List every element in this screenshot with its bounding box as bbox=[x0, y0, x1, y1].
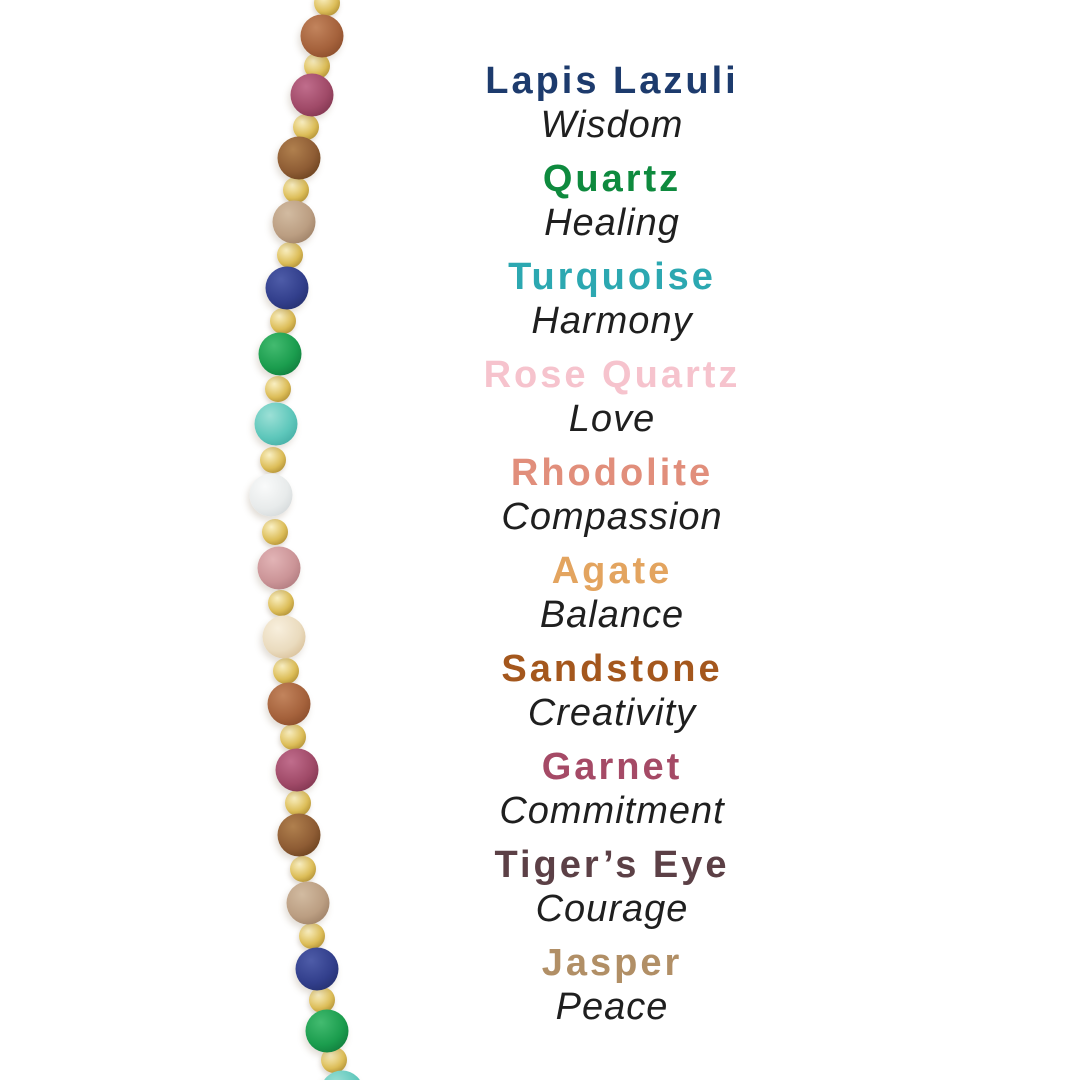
gold-spacer-bead bbox=[270, 308, 296, 334]
bead-tigers-eye bbox=[278, 814, 321, 857]
bead-quartz bbox=[259, 333, 302, 376]
bead-garnet bbox=[276, 749, 319, 792]
stone-entry-jasper bbox=[392, 941, 832, 1029]
stone-entry-rhodolite bbox=[392, 451, 832, 539]
stone-entry-tigers-eye bbox=[392, 843, 832, 931]
stone-entry-lapis bbox=[392, 59, 832, 147]
stone-entry-agate bbox=[392, 549, 832, 637]
gold-spacer-bead bbox=[262, 519, 288, 545]
stone-meaning-turquoise: Harmony bbox=[531, 300, 693, 342]
stone-meaning-jasper: Peace bbox=[555, 986, 669, 1028]
bead-lapis bbox=[266, 267, 309, 310]
gold-spacer-bead bbox=[285, 790, 311, 816]
gold-spacer-bead bbox=[299, 923, 325, 949]
stone-name-lapis: Lapis Lazuli bbox=[485, 60, 739, 102]
bead-agate bbox=[263, 616, 306, 659]
bead-jasper bbox=[273, 201, 316, 244]
gold-spacer-bead bbox=[314, 0, 340, 16]
bead-rhodolite bbox=[258, 547, 301, 590]
stone-meaning-sandstone: Creativity bbox=[527, 692, 697, 734]
stone-name-turquoise: Turquoise bbox=[508, 256, 716, 298]
stone-name-rose-quartz: Rose Quartz bbox=[483, 354, 741, 396]
gold-spacer-bead bbox=[280, 724, 306, 750]
gold-spacer-bead bbox=[273, 658, 299, 684]
stone-name-sandstone: Sandstone bbox=[501, 648, 723, 690]
bead-turquoise bbox=[255, 403, 298, 446]
bead-jasper bbox=[287, 882, 330, 925]
gold-spacer-bead bbox=[268, 590, 294, 616]
bead-rose-quartz bbox=[250, 474, 293, 517]
stone-entry-quartz bbox=[392, 157, 832, 245]
gold-spacer-bead bbox=[265, 376, 291, 402]
stone-name-jasper: Jasper bbox=[541, 942, 683, 984]
stone-entry-turquoise bbox=[392, 255, 832, 343]
bead-lapis bbox=[296, 948, 339, 991]
stone-name-rhodolite: Rhodolite bbox=[510, 452, 714, 494]
bead-sandstone bbox=[301, 15, 344, 58]
gold-spacer-bead bbox=[260, 447, 286, 473]
stone-meaning-garnet: Commitment bbox=[499, 790, 725, 832]
stone-name-garnet: Garnet bbox=[541, 746, 683, 788]
gold-spacer-bead bbox=[290, 856, 316, 882]
stone-name-agate: Agate bbox=[551, 550, 673, 592]
bead-turquoise bbox=[321, 1071, 364, 1080]
stone-entry-garnet bbox=[392, 745, 832, 833]
stone-meaning-agate: Balance bbox=[539, 594, 685, 636]
stone-entry-rose-quartz bbox=[392, 353, 832, 441]
stone-name-tigers-eye: Tiger’s Eye bbox=[494, 844, 730, 886]
bead-tigers-eye bbox=[278, 137, 321, 180]
stone-entry-sandstone bbox=[392, 647, 832, 735]
stone-meaning-tigers-eye: Courage bbox=[535, 888, 689, 930]
stone-legend bbox=[392, 59, 832, 1039]
stone-meaning-lapis: Wisdom bbox=[540, 104, 684, 146]
stone-meaning-quartz: Healing bbox=[544, 202, 680, 244]
stone-meaning-rhodolite: Compassion bbox=[501, 496, 723, 538]
bead-sandstone bbox=[268, 683, 311, 726]
bead-garnet bbox=[291, 74, 334, 117]
stone-meaning-rose-quartz: Love bbox=[568, 398, 656, 440]
stone-name-quartz: Quartz bbox=[542, 158, 682, 200]
bead-quartz bbox=[306, 1010, 349, 1053]
gold-spacer-bead bbox=[283, 177, 309, 203]
gold-spacer-bead bbox=[277, 242, 303, 268]
